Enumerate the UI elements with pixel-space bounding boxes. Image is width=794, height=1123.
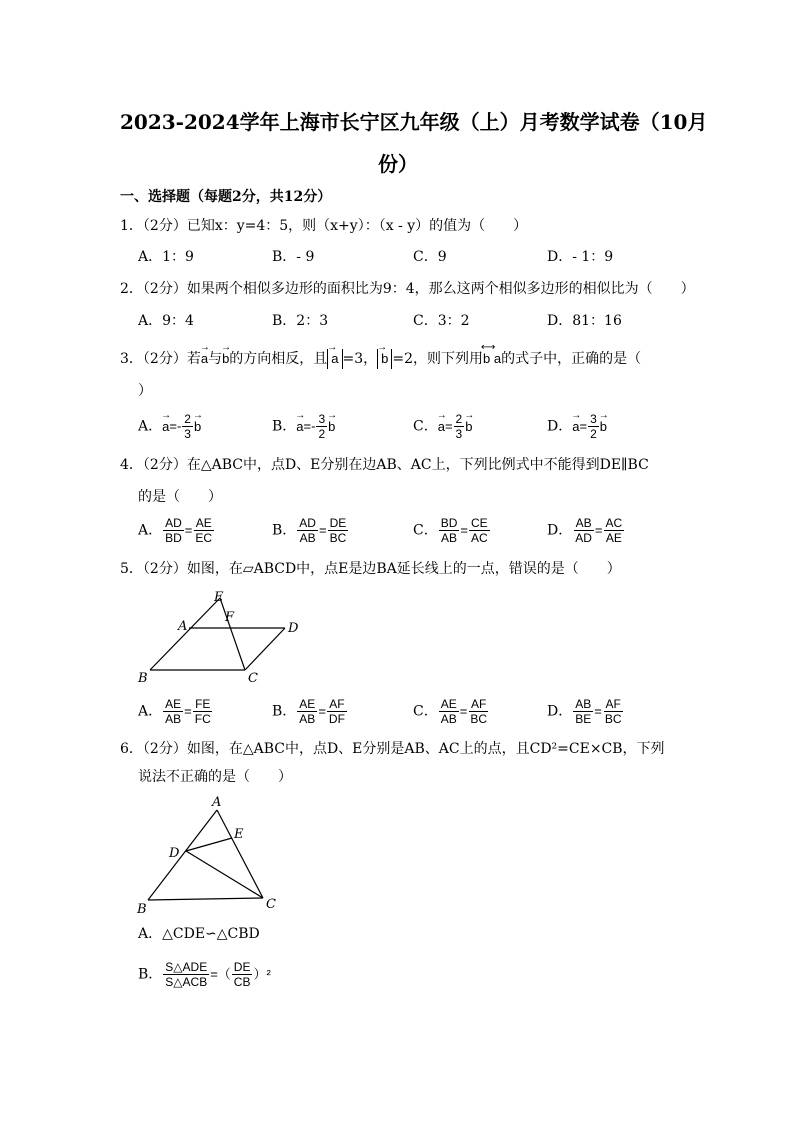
numerator: AE [440, 697, 457, 711]
vector-ba: ⟷ b a [483, 349, 501, 369]
numerator: 2 [455, 412, 463, 426]
denominator: AD [575, 531, 592, 545]
equals-sign: =- [303, 418, 316, 434]
fraction-area-ratio [163, 960, 209, 989]
label-E: E [234, 827, 244, 842]
equals-sign: = [184, 703, 192, 719]
denominator: AB [441, 531, 458, 545]
denominator: 2 [590, 427, 597, 441]
fraction-right [327, 697, 347, 726]
numerator: AB [575, 516, 592, 530]
question-6-stem: 6．（2分）如图，在△ABC中，点D、E分别是AB、AC上的点，且CD²=CE×CB，下列 [120, 741, 665, 757]
fraction-left [297, 697, 317, 726]
fraction [588, 412, 599, 441]
denominator: AE [605, 531, 622, 545]
numerator: DE [233, 960, 251, 974]
denominator: 3 [455, 427, 463, 441]
label-B: B [137, 902, 147, 917]
fraction-right [468, 697, 489, 726]
question-6-stem-line2: 说法不正确的是（ ） [138, 769, 292, 785]
numerator: FE [195, 697, 211, 711]
abs-vector-a: → a [327, 349, 342, 369]
question-2-option-a[interactable]: A．9：4 [138, 313, 194, 329]
vector-b: → b [465, 417, 472, 437]
numerator: AE [299, 697, 316, 711]
option-label: B． [272, 418, 297, 435]
denominator: AB [440, 712, 457, 726]
denominator: BC [329, 531, 347, 545]
numerator: AB [575, 697, 592, 711]
q3-text-f: 的式子中，正确的是（ [501, 351, 642, 367]
question-4-option-d[interactable] [547, 516, 625, 545]
question-1-option-a[interactable]: A．1：9 [138, 249, 194, 265]
fraction-right [328, 516, 349, 545]
label-E: E [214, 590, 224, 605]
label-F: F [225, 610, 235, 625]
question-4-option-b[interactable] [272, 516, 349, 545]
vector-b: → b [222, 349, 229, 369]
fraction-left [163, 516, 184, 545]
page-title: 2023-2024学年上海市长宁区九年级（上）月考数学试卷（10月 [120, 110, 708, 134]
numerator: AF [329, 697, 345, 711]
fraction-left [163, 697, 183, 726]
denominator: 2 [318, 427, 326, 441]
option-label: A． [138, 418, 163, 435]
denominator: BD [165, 531, 182, 545]
denominator: AB [299, 712, 316, 726]
label-A: A [212, 795, 222, 810]
fraction-left [297, 516, 318, 545]
denominator: BE [575, 712, 592, 726]
fraction-left [439, 516, 460, 545]
fraction-right [604, 516, 625, 545]
question-6-option-a[interactable]: A．△CDE∽△CBD [138, 926, 260, 942]
equals-sign: = [460, 522, 468, 538]
section-heading: 一、选择题（每题2分，共12分） [120, 189, 332, 205]
vector-b: → b [328, 417, 335, 437]
question-4-option-c[interactable] [413, 516, 491, 545]
equals-sign: = [318, 522, 327, 538]
numerator: BD [440, 516, 458, 530]
option-label: A． [138, 703, 163, 720]
numerator: AD [299, 516, 316, 530]
fraction [316, 412, 327, 441]
option-label: C． [413, 418, 438, 435]
numerator: 3 [590, 412, 597, 426]
equals-sign: = [579, 418, 588, 434]
fraction-side-ratio [232, 960, 253, 989]
question-2-option-c[interactable]: C．3：2 [413, 313, 470, 329]
fraction [182, 412, 193, 441]
label-C: C [266, 897, 276, 912]
numerator: 2 [184, 412, 191, 426]
equals-paren: =（ [210, 966, 231, 982]
option-label: B． [272, 703, 297, 720]
equals-sign: = [444, 418, 453, 434]
numerator: CE [470, 516, 488, 530]
question-3-stem [120, 349, 641, 369]
label-C: C [248, 671, 258, 686]
equals-sign: = [594, 522, 603, 538]
option-label: B． [272, 522, 297, 539]
question-6-option-b[interactable] [138, 960, 271, 989]
option-label: D． [547, 703, 573, 720]
question-3-option-b[interactable] [272, 412, 335, 441]
question-1-stem: 1．（2分）已知x：y=4：5，则（x+y）：（x - y）的值为（ ） [120, 218, 528, 234]
fraction-left [573, 516, 594, 545]
option-label: B． [138, 966, 163, 983]
fraction-right [193, 697, 213, 726]
option-label: A． [138, 522, 163, 539]
fraction-left [573, 697, 593, 726]
question-1-option-b[interactable]: B．- 9 [272, 249, 315, 265]
q3-text-d: =3， [342, 351, 378, 367]
numerator: AD [165, 516, 182, 530]
option-label: C． [413, 522, 438, 539]
vector-b: → b [194, 417, 201, 437]
close-paren-squared: ）² [253, 966, 271, 982]
label-A: A [178, 619, 188, 634]
denominator: AC [470, 531, 488, 545]
fraction-left [439, 697, 459, 726]
label-D: D [288, 621, 299, 636]
denominator: S△ACB [165, 975, 208, 989]
fraction-right [193, 516, 214, 545]
numerator: AF [470, 697, 487, 711]
denominator: 3 [184, 427, 191, 441]
parallelogram-figure [130, 588, 320, 688]
numerator: 3 [318, 412, 326, 426]
equals-sign: = [459, 703, 468, 719]
q3-text-a: 3．（2分）若 [120, 351, 201, 367]
triangle-figure [130, 792, 290, 918]
question-1-option-c[interactable]: C．9 [413, 249, 447, 265]
numerator: AE [165, 697, 182, 711]
question-1-option-d[interactable]: D．- 1：9 [547, 249, 614, 265]
option-label: C． [413, 703, 438, 720]
equals-sign: = [184, 522, 193, 538]
numerator: S△ADE [165, 960, 208, 974]
question-3-option-c[interactable] [413, 412, 472, 441]
equals-sign: =- [169, 418, 182, 434]
equals-sign: = [594, 703, 602, 719]
vector-a: → a [438, 417, 445, 437]
question-4-option-a[interactable] [138, 516, 215, 545]
denominator: BC [470, 712, 487, 726]
page-title-line2: 份） [378, 152, 418, 176]
vector-a: → a [572, 417, 579, 437]
q3-text-b: 与 [208, 351, 223, 367]
label-D: D [169, 846, 180, 861]
denominator: FC [194, 712, 211, 726]
q3-text-c: 的方向相反，且 [229, 351, 328, 367]
option-label: D． [547, 522, 573, 539]
denominator: DF [328, 712, 345, 726]
denominator: EC [195, 531, 213, 545]
question-2-option-d[interactable]: D．81：16 [547, 313, 622, 329]
question-4-stem: 4．（2分）在△ABC中，点D、E分别在边AB、AC上，下列比例式中不能得到DE∥BC [120, 457, 649, 473]
vector-a: → a [296, 417, 303, 437]
question-2-stem: 2．（2分）如果两个相似多边形的面积比为9：4，那么这两个相似多边形的相似比为（ ） [120, 281, 695, 297]
abs-vector-b: → b [377, 349, 392, 369]
numerator: DE [329, 516, 347, 530]
question-5-stem: 5．（2分）如图，在▱ABCD中，点E是边BA延长线上的一点，错误的是（ ） [120, 561, 621, 577]
question-3-stem-line2: ） [138, 383, 152, 399]
option-label: D． [547, 418, 573, 435]
question-5-option-c[interactable] [413, 697, 490, 726]
denominator: AB [299, 531, 316, 545]
fraction-right [469, 516, 490, 545]
vector-a: → a [162, 417, 169, 437]
fraction-right [603, 697, 624, 726]
question-4-stem-line2: 的是（ ） [138, 489, 222, 505]
denominator: CB [233, 975, 251, 989]
denominator: AB [165, 712, 182, 726]
equals-sign: = [318, 703, 326, 719]
question-3-option-d[interactable] [547, 412, 607, 441]
numerator: AC [605, 516, 623, 530]
denominator: BC [604, 712, 622, 726]
question-3-option-a[interactable] [138, 412, 201, 441]
question-5-option-a[interactable] [138, 697, 214, 726]
question-5-option-b[interactable] [272, 697, 348, 726]
fraction [454, 412, 465, 441]
vector-a: → a [201, 349, 208, 369]
question-5-option-d[interactable] [547, 697, 625, 726]
label-B: B [138, 671, 148, 686]
q3-text-e: =2，则下列用 [392, 351, 484, 367]
numerator: AE [195, 516, 212, 530]
question-2-option-b[interactable]: B．2：3 [272, 313, 329, 329]
vector-b: → b [600, 417, 607, 437]
numerator: AF [605, 697, 621, 711]
